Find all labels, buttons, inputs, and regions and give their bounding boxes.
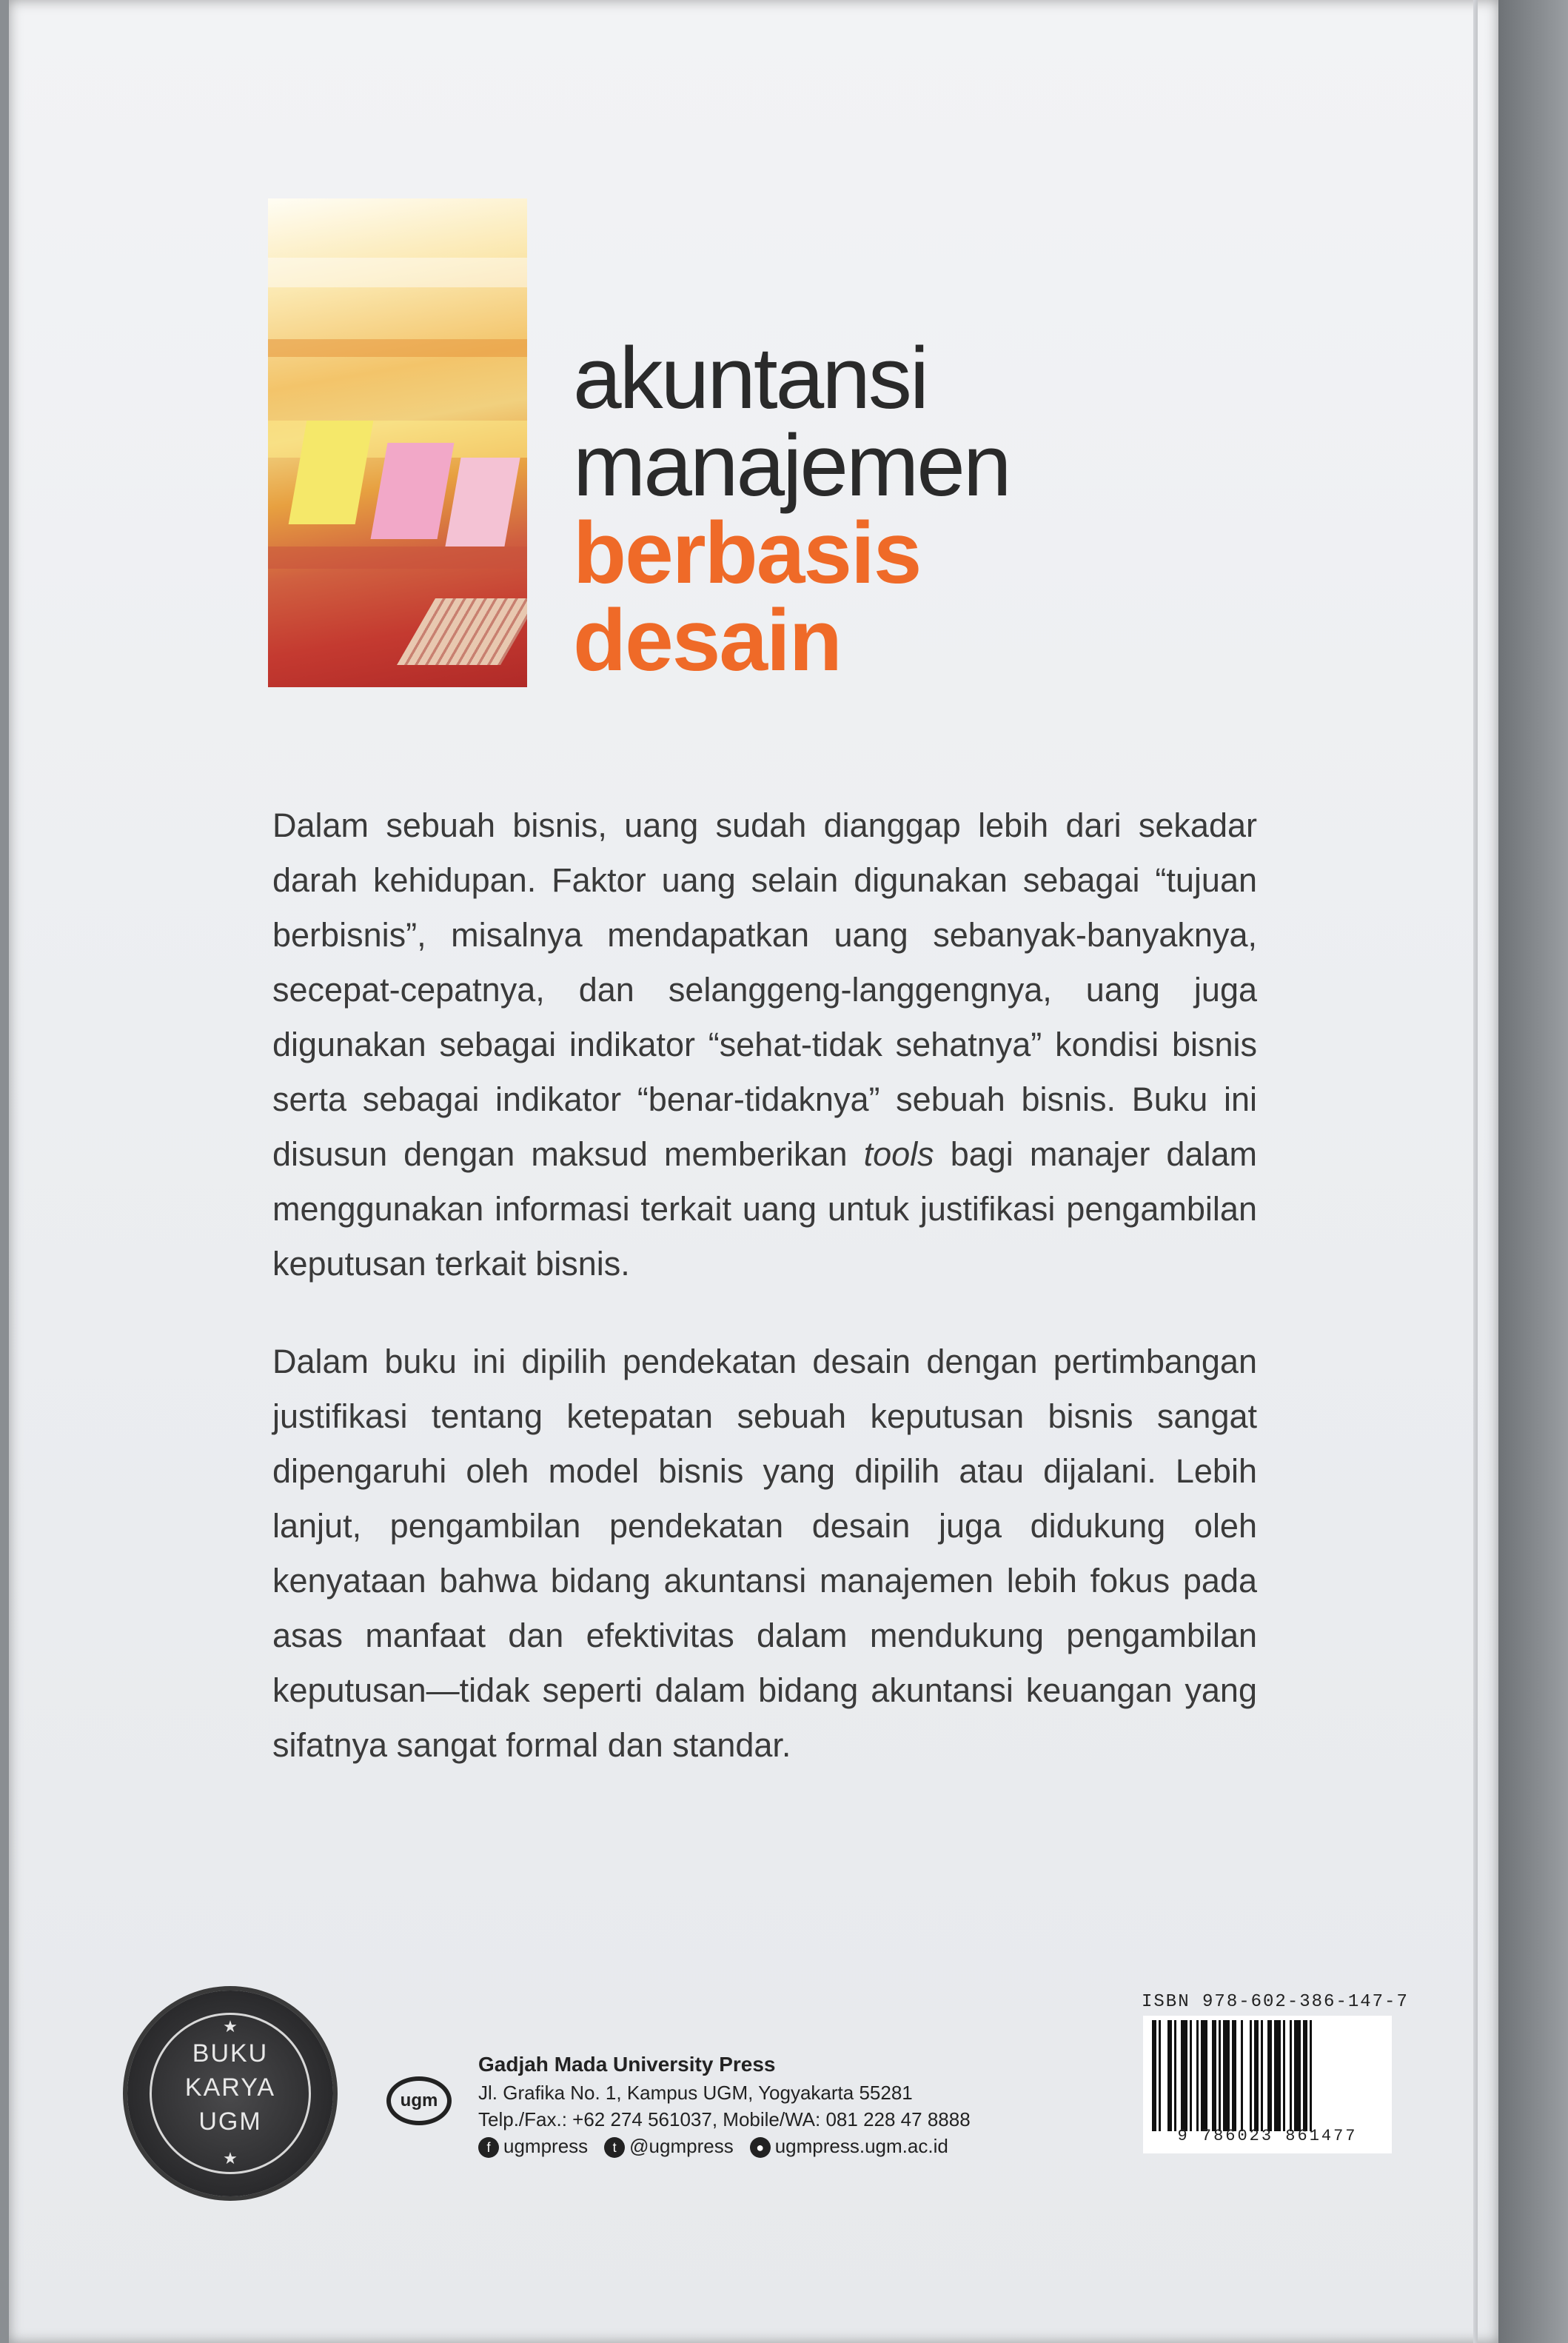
publisher-info: [478, 2050, 971, 2159]
title-line-2: manajemen: [573, 417, 1010, 515]
blurb-paragraph-1: [272, 798, 1257, 1291]
title-line-3: berbasis: [573, 504, 921, 602]
twitter-icon: t: [604, 2137, 625, 2158]
cover-photo-shelves: [268, 198, 527, 687]
publisher-address: Jl. Grafika No. 1, Kampus UGM, Yogyakarta 55281: [478, 2082, 913, 2104]
title-line-4: desain: [573, 592, 841, 689]
ugm-logo: ugm: [386, 2076, 452, 2125]
badge-line-3: UGM: [198, 2108, 262, 2136]
publisher-website: ugmpress.ugm.ac.id: [774, 2135, 948, 2157]
barcode-bars: [1150, 2020, 1384, 2131]
badge-line-1: BUKU: [192, 2039, 269, 2068]
blurb-p1-italic: tools: [863, 1135, 934, 1173]
blurb-p1-part-a: Dalam sebuah bisnis, uang sudah dianggap lebih dari sekadar darah kehidupan. Faktor uang selain digunakan sebagai “tujuan berbisnis”, misalnya mendapatkan uang sebanyak-banyaknya, secepat-cepatnya, dan selanggeng-langgengnya, uang juga digunakan sebagai indikator “sehat-tidak sehatnya” kondisi bisnis serta sebagai indikator “benar-tidaknya” sebuah bisnis. Buku ini disusun dengan maksud memberikan: [272, 806, 1257, 1173]
isbn-barcode: [1143, 2016, 1392, 2153]
star-icon: ★: [223, 2149, 238, 2167]
book-title: [573, 330, 1010, 689]
blurb-p1-part-b: bagi manajer dalam menggunakan informasi terkait uang untuk justifikasi pengambilan keputusan terkait bisnis.: [272, 1135, 1257, 1283]
twitter-handle: @ugmpress: [629, 2135, 734, 2157]
globe-icon: ●: [750, 2137, 771, 2158]
facebook-handle: ugmpress: [503, 2135, 589, 2157]
star-icon: ★: [223, 2017, 238, 2036]
isbn-label: ISBN 978-602-386-147-7: [1142, 1992, 1409, 2012]
buku-karya-ugm-badge: [127, 1991, 333, 2196]
blurb-paragraph-2: Dalam buku ini dipilih pendekatan desain dengan pertimbangan justifikasi tentang ketepatan sebuah keputusan bisnis sangat dipengaruhi oleh model bisnis yang dipilih atau dijalani. Lebih lanjut, pengambilan pendekatan desain juga didukung oleh kenyataan bahwa bidang akuntansi manajemen lebih fokus pada asas manfaat dan efektivitas dalam mendukung pengambilan keputusan—tidak seperti dalam bidang akuntansi keuangan yang sifatnya sangat formal dan standar.: [272, 1343, 1257, 1764]
barcode-digits: 9 786023 861477: [1177, 2127, 1358, 2145]
book-back-cover: [9, 0, 1498, 2343]
facebook-icon: f: [478, 2137, 499, 2158]
publisher-social: [478, 2133, 971, 2159]
publisher-name: Gadjah Mada University Press: [478, 2053, 776, 2076]
background-edge: [1498, 0, 1568, 2343]
publisher-phone: Telp./Fax.: +62 274 561037, Mobile/WA: 081 228 47 8888: [478, 2108, 971, 2130]
title-line-1: akuntansi: [573, 330, 928, 427]
cover-edge: [1473, 0, 1478, 2343]
badge-line-2: KARYA: [184, 2073, 276, 2102]
